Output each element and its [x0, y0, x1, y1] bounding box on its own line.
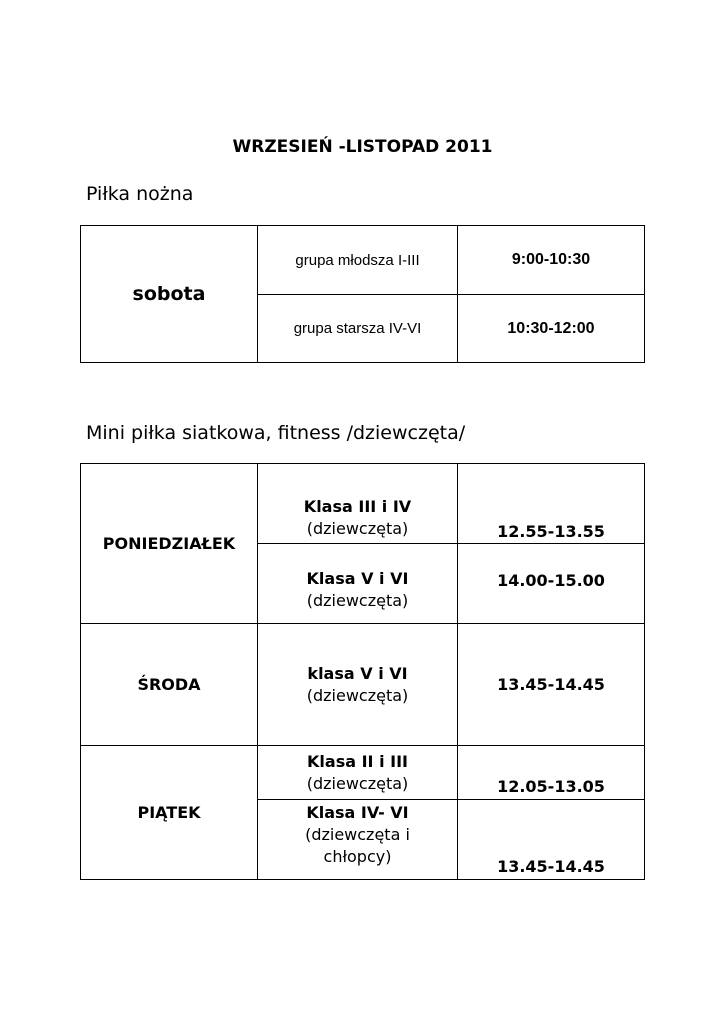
- day-cell-wednesday: ŚRODA: [81, 624, 258, 746]
- class-note: (dziewczęta): [306, 685, 409, 705]
- class-cell: [258, 544, 458, 624]
- time-cell: 12.05-13.05: [458, 746, 645, 800]
- class-cell: [258, 624, 458, 746]
- section-heading-volleyball: Mini piłka siatkowa, fitness /dziewczęta/: [86, 422, 466, 444]
- time-cell-older: 10:30-12:00: [458, 295, 645, 363]
- page-title: WRZESIEŃ -LISTOPAD 2011: [232, 137, 493, 157]
- class-note-line1: (dziewczęta i: [305, 825, 410, 844]
- class-note: (dziewczęta): [306, 591, 409, 610]
- section-heading-football: Piłka nożna: [86, 183, 194, 205]
- class-label: Klasa IV- VI: [306, 803, 409, 822]
- time-cell: 14.00-15.00: [458, 544, 645, 624]
- class-label: Klasa V i VI: [306, 569, 409, 588]
- day-cell-monday: PONIEDZIAŁEK: [81, 464, 258, 624]
- time-cell-younger: 9:00-10:30: [458, 226, 645, 295]
- group-cell-younger: grupa młodsza I-III: [258, 226, 458, 295]
- time-cell: 13.45-14.45: [458, 800, 645, 880]
- time-cell: 12.55-13.55: [458, 464, 645, 544]
- class-label: Klasa III i IV: [303, 497, 412, 516]
- group-cell-older: grupa starsza IV-VI: [258, 295, 458, 363]
- class-cell: [258, 800, 458, 880]
- day-cell-friday: PIĄTEK: [81, 746, 258, 880]
- class-note-line2: chłopcy): [323, 847, 392, 866]
- class-note: (dziewczęta): [306, 773, 409, 793]
- time-cell: 13.45-14.45: [458, 624, 645, 746]
- class-cell: [258, 464, 458, 544]
- class-note: (dziewczęta): [306, 519, 409, 538]
- volleyball-schedule-table: [80, 463, 645, 880]
- class-label: klasa V i VI: [307, 663, 408, 683]
- class-cell: [258, 746, 458, 800]
- class-label: Klasa II i III: [307, 751, 408, 771]
- day-cell-saturday: sobota: [81, 226, 258, 363]
- football-schedule-table: [80, 225, 645, 363]
